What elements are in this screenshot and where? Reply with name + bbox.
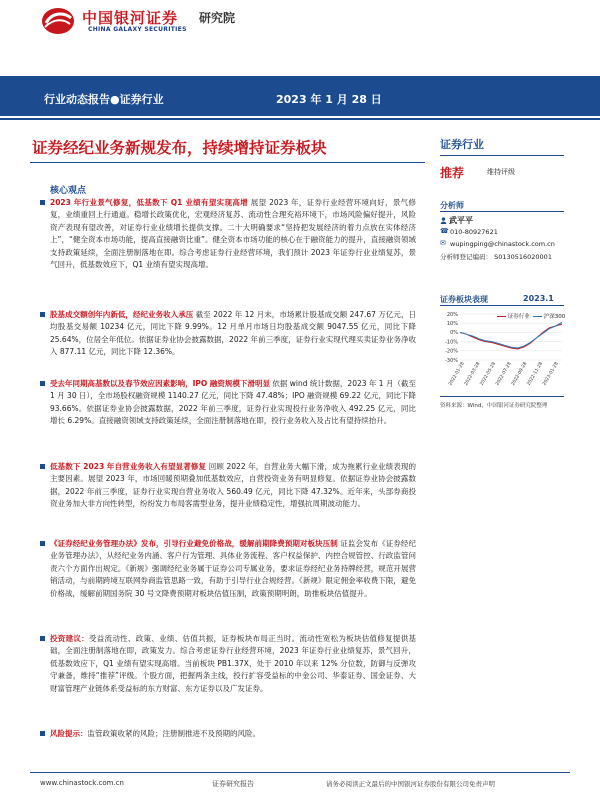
series-line	[460, 322, 562, 348]
legend-swatch	[533, 316, 542, 318]
legend-label: 沪深300	[543, 314, 566, 320]
rating-note: 维持评级	[487, 168, 515, 176]
x-tick-label: 2022-11-28	[526, 361, 545, 387]
bullet-proprietary	[50, 461, 416, 511]
legend-swatch	[497, 316, 506, 318]
company-name: 中国银河证券	[82, 9, 179, 27]
galaxy-logo-icon	[40, 6, 76, 36]
bullet-outlook	[50, 197, 416, 271]
bullet-text: 回顾 2022 年，自营业务大幅下滑，成为拖累行业业绩表现的主要因素。展望 2023 年，市场回暖预期叠加低基数效应，自营投资业务有明显修复。依据证券业协会披露数据，2022 年前三季度，证券行业实现自营业务收入 560.49 亿元，同比下降 47.32%。近年来，头部券商投资业务加大非方向性转型，纷纷发力布局客需型业务，提升业绩稳定性，增强抗周期波动能力。	[50, 462, 416, 509]
report-title: 证券经纪业务新规发布，持续增持证券板块	[32, 139, 327, 157]
legend-label: 证券行业	[507, 314, 530, 320]
right-divider	[440, 305, 564, 306]
bullet-risk	[50, 728, 416, 740]
right-divider	[440, 211, 564, 212]
report-type: 行业动态报告●证券行业	[44, 93, 164, 106]
analyst-phone: 010-80927621	[450, 228, 498, 236]
bullet-ipo	[50, 378, 416, 428]
chart-source: 资料来源：Wind，中国银河证券研究院整理	[440, 403, 548, 409]
bullet-text: 展望 2023 年，证券行业经营环境向好，景气修复，业绩重回上行通道。稳增长政策优化，宏观经济复苏、流动性合理充裕环境下，市场风险偏好提升，风险资产表现有望改善，对证券行业业绩增长提供支撑。二十大明确要求“坚持把发展经济的着力点放在实体经济上”，“健全资本市场功能，提高直接融资比重”。健全资本市场功能的核心在于融资能力的提升，直接融资领域支持政策延续，全面注册制落地在即。综合考虑证券行业经营环境，我们预计 2023 年证券行业业绩复苏，景气回升，低基数效应下，Q1 业绩有望实现高增。	[50, 198, 416, 270]
y-tick-label: 10%	[446, 321, 458, 327]
x-tick-label: 2023-01-28	[542, 361, 560, 387]
person-icon	[440, 217, 447, 224]
title-divider	[30, 162, 425, 163]
y-tick-label: 0%	[450, 330, 458, 337]
industry-label: 证券行业	[440, 138, 484, 151]
chart-heading: 证券板块表现	[440, 295, 488, 304]
core-heading: 核心观点	[50, 186, 87, 196]
bullet-text: 监管政策收紧的风险；注册制推进不及预期的风险。	[87, 729, 260, 738]
rating: 推荐	[440, 166, 465, 180]
bullet-investment	[50, 633, 416, 695]
bullet-highlight: 2023 年行业景气修复，低基数下 Q1 业绩有望实现高增	[50, 198, 249, 207]
bullet-highlight: 投资建议：	[50, 634, 89, 643]
bullet-text: 截至 2022 年 12 月末，市场累计股基成交额 247.67 万亿元，日均股基交易额 10234 亿元，同比下降 9.99%。12 月单月市场日均股基成交额 9047.55 亿元，同比下降 25.64%，位居全年低位。依据证券业协会披露数据，2022 年前三季度，证券行业实现代理买卖证券业务净收入 877.11 亿元，同比下降 12.36%。	[50, 310, 417, 357]
footer-url[interactable]: www.chinastock.com.cn	[40, 779, 124, 787]
y-tick-label: 20%	[446, 311, 458, 318]
bullet-highlight: 风险提示：	[50, 729, 88, 738]
series-line	[460, 324, 562, 349]
analyst-email[interactable]: wupingping@chinastock.com.cn	[450, 240, 555, 248]
y-tick-label: -30%	[445, 357, 458, 364]
bullet-highlight: 股基成交额创年内新低，经纪业务收入承压	[50, 310, 194, 319]
phone-icon: ☎	[440, 227, 449, 235]
x-tick-label: 2022-01-28	[448, 361, 466, 387]
analyst-name: 武平平	[449, 216, 473, 225]
performance-chart	[440, 308, 564, 394]
footer-disclaimer: 请务必阅读正文最后的中国银河证券股份有限公司免责声明	[326, 780, 495, 788]
bullet-text: 证监会发布《证券经纪业务管理办法》，从经纪业务内涵、客户行为管理、具体业务流程、客户权益保护、内控合规管控、行政监管问责六个方面作出规定。《新规》强调经纪业务属于证券公司专属业务，要求证券经纪业务持牌经营，规范开展营销活动，与前期跨境互联网券商监管思路一致，有助于引导行业合规经营。《新规》限定佣金率收费下限，避免价格战，缓解前期国务院 30 号文降费预期对板块估值压制，政策预期明朗，助推板块估值提升。	[50, 539, 416, 598]
header-band-underline	[0, 118, 600, 120]
bullet-highlight: 受去年同期高基数以及春节效应因素影响，IPO 融资规模下滑明显	[50, 379, 270, 388]
bullet-highlight: 低基数下 2023 年自营业务收入有望显著修复	[50, 462, 207, 471]
legend-item-securities	[497, 312, 530, 320]
legend-item-hs300	[533, 312, 565, 320]
y-tick-label: -10%	[445, 339, 458, 346]
bullet-text: 受益流动性、政策、业绩、估值共振，证券板块布局正当时。流动性宽松为板块估值修复提供基础，全面注册制落地在即，政策发力。综合考虑证券行业经营环境，2023 年证券行业业绩复苏，景气回升，低基数效应下，Q1 业绩有望实现高增。当前板块 PB1.37X，处于 2010 年以来 12% 分位数，防御与反弹攻守兼备，维持“推荐”评级。个股方面，把握两条主线，投行扩容受益标的中金公司、华泰证券、国金证券、大财富管理产业链体系受益标的东方财富、东方证券以及广发证券。	[50, 634, 416, 693]
institute-name: 研究院	[199, 11, 236, 25]
bullet-highlight: 《证券经纪业务管理办法》发布，引导行业避免价格战，缓解前期降费预期对板块压制	[50, 539, 338, 548]
right-divider	[440, 396, 564, 397]
analyst-cert: 分析师登记编码： S0130516020001	[440, 253, 552, 261]
chart-date: 2023.1	[523, 294, 554, 303]
x-tick-label: 2022-09-28	[510, 361, 529, 387]
footer-divider	[30, 772, 570, 773]
company-name-en: CHINA GALAXY SECURITIES	[88, 26, 187, 33]
bullet-text: 依据 wind 统计数据，2023 年 1 月（截至 1 月 30 日），全市场股权融资规模 1140.27 亿元，同比下降 47.48%；IPO 融资规模 69.22 亿元，同比下降 93.66%。依据证券业协会披露数据，2022 年前三季度，证券行业实现投行业务净收入 492.25 亿元，同比增长 6.29%。直接融资领域支持政策延续，全面注册制落地在即，投行业务收入及占比有望持续抬升。	[50, 379, 416, 426]
x-tick-label: 2022-07-28	[495, 361, 513, 387]
right-divider	[440, 155, 564, 156]
bullet-regulation	[50, 538, 416, 600]
bullet-brokerage	[50, 309, 416, 359]
x-tick-label: 2022-05-28	[479, 361, 498, 387]
x-tick-label: 2022-03-28	[463, 361, 482, 387]
y-tick-label: -20%	[445, 348, 458, 355]
report-date: 2023 年 1 月 28 日	[276, 93, 382, 106]
footer-label: 证券研究报告	[212, 780, 254, 788]
analyst-heading: 分析师	[440, 201, 464, 210]
email-icon: ✉	[440, 239, 446, 247]
